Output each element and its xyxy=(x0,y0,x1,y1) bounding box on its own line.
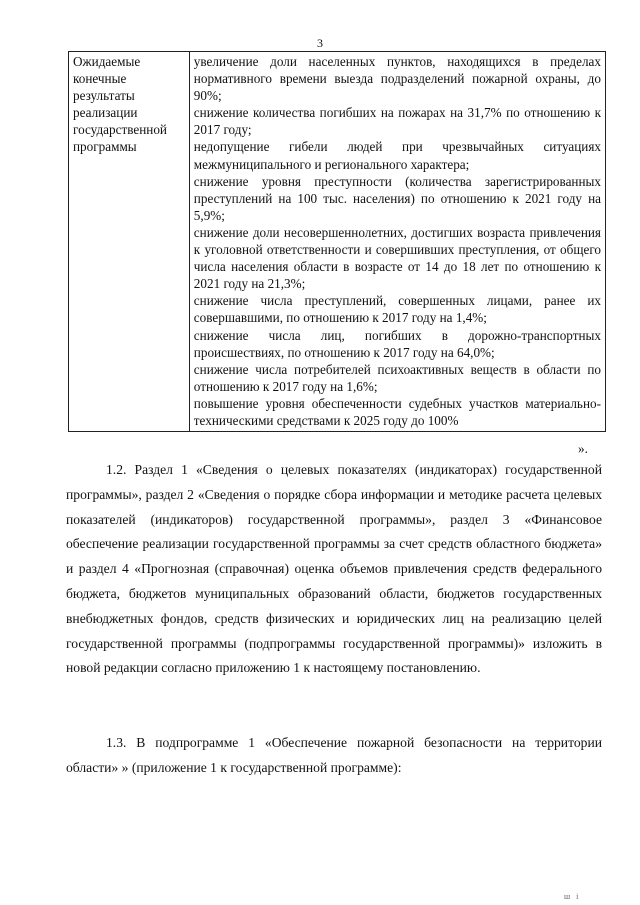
table-row xyxy=(69,52,606,432)
paragraph-1-2: 1.2. Раздел 1 «Сведения о целевых показателях (индикаторах) государственной программы», раздел 2 «Сведения о порядке сбора информации и методике расчета целевых показателей (индикаторов) государственной программы», раздел 3 «Финансовое обеспечение реализации государственной программы за счет средств областного бюджета» и раздел 4 «Прогнозная (справочная) оценка объемов привлечения средств федерального бюджета, бюджетов муниципальных образований области, бюджетов государственных внебюджетных фондов, средств физических и юридических лиц на реализацию целей государственной программы (подпрограммы государственной программы)» изложить в новой редакции согласно приложению 1 к настоящему постановлению. xyxy=(66,462,602,676)
result-item: повышение уровня обеспеченности судебных участков материально-техническими средствами к 2025 году до 100% xyxy=(193,395,601,428)
result-item: снижение уровня преступности (количества зарегистрированных преступлений на 100 тыс. населения) по отношению к 2021 году на 5,9%; xyxy=(193,173,601,223)
table-label-cell: Ожидаемые конечные результаты реализации государственной программы xyxy=(69,52,190,432)
corner-mark: ш і xyxy=(564,892,581,901)
expected-results-table xyxy=(68,51,606,432)
result-item: увеличение доли населенных пунктов, находящихся в пределах нормативного времени выезда подразделений пожарной охраны, до 90%; xyxy=(193,54,601,104)
result-item: снижение доли несовершеннолетних, достигших возраста привлечения к уголовной ответственности и совершивших преступления, от общего числа населения области в возрасте от 14 до 18 лет по отношению к 2021 году на 21,3%; xyxy=(193,224,601,292)
result-item: снижение числа преступлений, совершенных лицами, ранее их совершавшими, по отношению к 2017 году на 1,4%; xyxy=(193,293,601,326)
result-item: снижение числа потребителей психоактивных веществ в области по отношению к 2017 году на 1,6%; xyxy=(193,361,601,394)
closing-quote: ». xyxy=(578,441,588,456)
page-number: 3 xyxy=(317,36,323,50)
result-item: снижение количества погибших на пожарах на 31,7% по отношению к 2017 году; xyxy=(193,105,601,138)
table-value-cell xyxy=(189,52,605,432)
result-item: снижение числа лиц, погибших в дорожно-транспортных происшествиях, по отношению к 2017 году на 64,0%; xyxy=(193,327,601,360)
result-item: недопущение гибели людей при чрезвычайных ситуациях межмуниципального и регионального характера; xyxy=(193,139,601,172)
paragraph-1-3: 1.3. В подпрограмме 1 «Обеспечение пожарной безопасности на территории области» » (приложение 1 к государственной программе): xyxy=(66,735,602,775)
